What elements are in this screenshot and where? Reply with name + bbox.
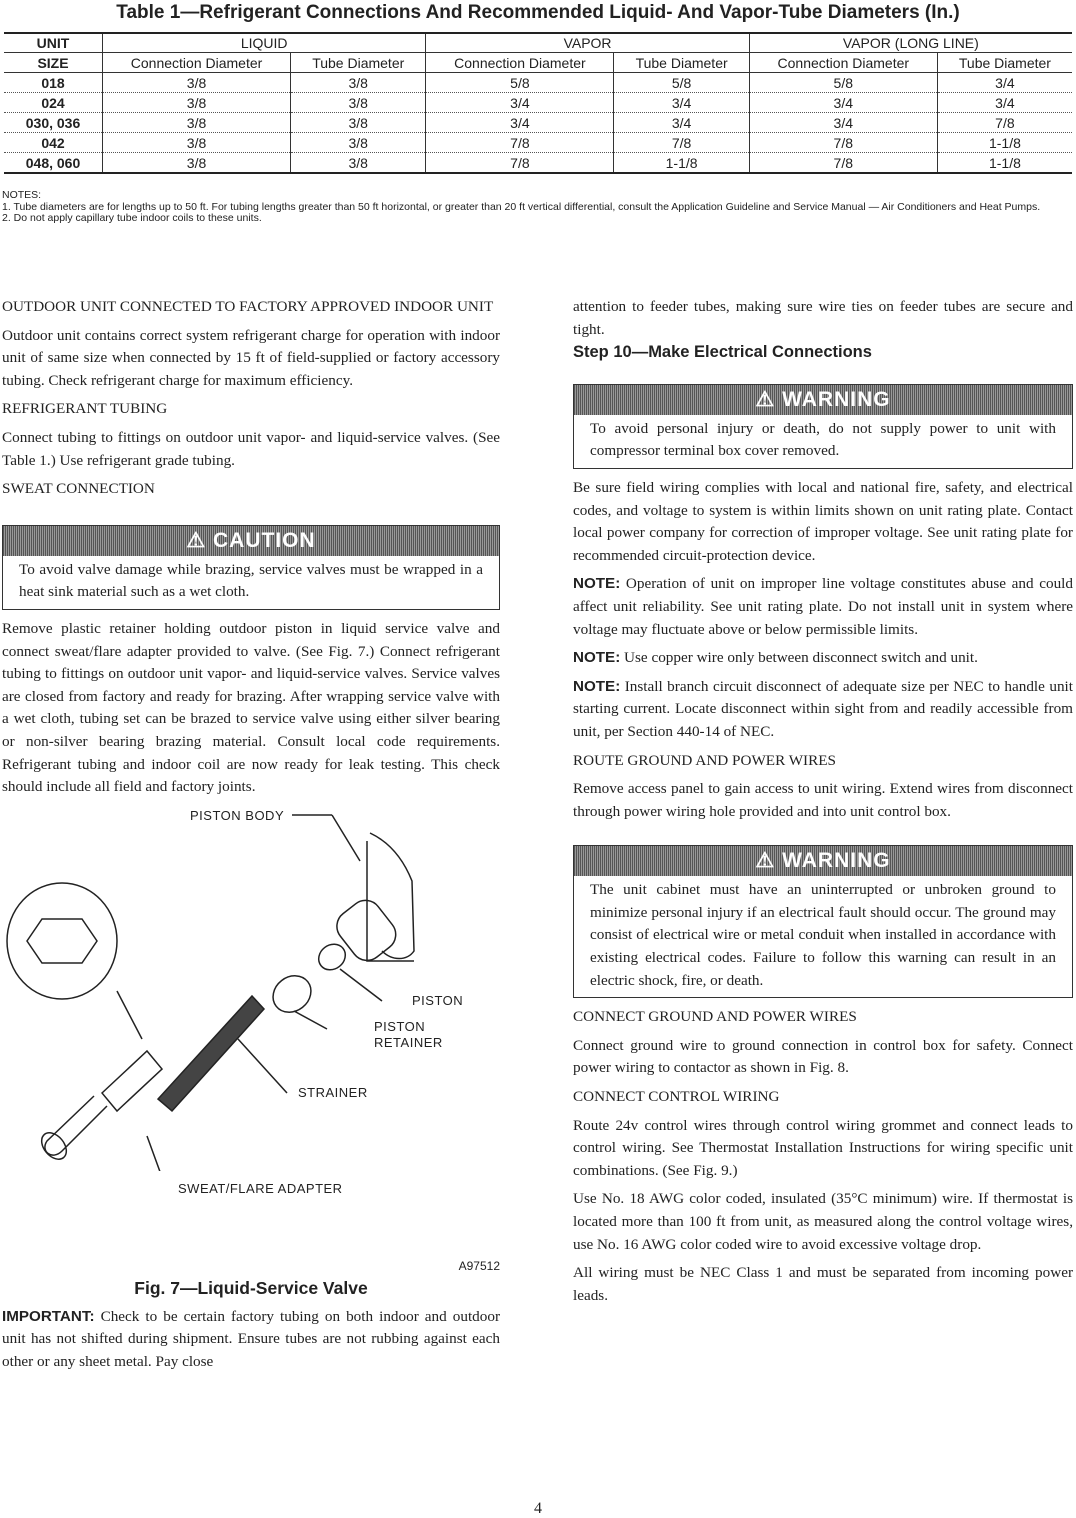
section-heading: SWEAT CONNECTION [2,480,155,498]
size-header: SIZE [4,53,103,73]
important-paragraph [2,1306,500,1374]
note-label: NOTE: [573,677,621,695]
paragraph: Remove access panel to gain access to unit wiring. Extend wires from disconnect through power wiring hole provided and into unit control box. [573,780,1073,820]
paragraph: Be sure field wiring complies with local and national fire, safety, and electrical codes, and voltage to system is within limits shown on unit rating plate. Contact local power company for correction of improper voltage. See unit rating plate for recommended circuit-protection device. [573,478,1073,564]
label-strainer: STRAINER [298,1084,368,1100]
piston [314,939,351,975]
note-paragraph [573,573,1073,641]
table-cell: 3/8 [103,73,291,93]
table-note: 2. Do not apply capillary tube indoor coils to these units. [2,212,262,224]
table-cell: 3/8 [291,133,426,153]
note-label: NOTE: [573,575,621,593]
table-cell: 5/8 [614,73,749,93]
section-heading: CONNECT GROUND AND POWER WIRES [573,1008,857,1026]
adapter-nut [102,1051,162,1111]
table-cell: 1-1/8 [614,153,749,174]
table-cell: 018 [4,73,103,93]
note-text: Operation of unit on improper line voltage constitutes abuse and could affect unit reliability. See unit rating plate. Do not install unit in system where voltage may fluctuate above or below permissible limits. [573,575,1073,638]
table-subheader-row [4,53,1072,73]
figure-caption: Fig. 7—Liquid-Service Valve [134,1278,368,1299]
section-heading: REFRIGERANT TUBING [2,400,168,418]
adapter-end [37,1128,72,1164]
important-label: IMPORTANT: [2,1307,95,1325]
detail-circle [7,883,117,999]
subheader: Tube Diameter [614,53,749,73]
label-piston: PISTON [412,992,464,1008]
paragraph: All wiring must be NEC Class 1 and must be separated from incoming power leads. [573,1264,1073,1304]
figure-liquid-service-valve [2,807,500,1196]
table-cell: 3/4 [426,113,614,133]
label-piston-body: PISTON BODY [190,807,285,823]
notes-title: NOTES: [2,189,42,201]
strainer [158,996,264,1111]
table-cell: 5/8 [749,73,937,93]
table-cell: 042 [4,133,103,153]
valve-illustration [2,811,500,1171]
table-cell: 7/8 [937,113,1072,133]
table-note: 1. Tube diameters are for lengths up to 50 ft. For tubing lengths greater than 50 ft horizontal, or greater than 20 ft vertical differential, consult the Application Guideline and Service Manual — Air Conditioners and Heat Pumps. [2,200,1041,213]
table-cell: 7/8 [749,153,937,174]
note-paragraph [573,647,1073,670]
table-title: Table 1—Refrigerant Connections And Recommended Liquid- And Vapor-Tube Diameters (In.) [116,2,960,23]
table-cell: 3/8 [103,93,291,113]
subheader: Connection Diameter [749,53,937,73]
subheader: Tube Diameter [291,53,426,73]
table-cell: 030, 036 [4,113,103,133]
paragraph: Route 24v control wires through control wiring grommet and connect leads to control wiring. See Thermostat Installation Instructions for wiring specific unit combinations. (See Fig. 9.) [573,1116,1073,1179]
paragraph: attention to feeder tubes, making sure wire ties on feeder tubes are secure and tight. [573,298,1073,338]
table-cell: 3/4 [749,93,937,113]
note-text: Use copper wire only between disconnect switch and unit. [624,649,978,667]
note-label: NOTE: [573,649,621,667]
page-number: 4 [534,1500,542,1517]
detail-line [117,991,142,1039]
adapter-tube [45,1096,107,1155]
table-cell: 7/8 [426,133,614,153]
section-heading: OUTDOOR UNIT CONNECTED TO FACTORY APPROVED INDOOR UNIT [2,298,494,315]
note-text: Install branch circuit disconnect of adequate size per NEC to handle unit starting current. Locate disconnect within sight from and readily accessible from unit, per Section 440-14 of NEC. [573,677,1073,740]
table-cell: 3/8 [291,113,426,133]
table-notes [2,190,1074,225]
table-row [4,153,1072,174]
table-group-header-row [4,33,1072,53]
section-heading: CONNECT CONTROL WIRING [573,1088,780,1106]
valve-body-outline [370,833,414,959]
table-cell: 5/8 [426,73,614,93]
table-cell: 7/8 [426,153,614,174]
caution-label: ⚠ CAUTION [3,526,499,556]
valve-body-edge [367,841,414,961]
subheader: Connection Diameter [103,53,291,73]
table-cell: 048, 060 [4,153,103,174]
table-cell: 1-1/8 [937,153,1072,174]
group-vapor: VAPOR [426,33,749,53]
important-text: Check to be certain factory tubing on both indoor and outdoor unit has not shifted during shipment. Ensure tubes are not rubbing against each other or any sheet metal. Pay close [2,1307,501,1371]
table-row [4,93,1072,113]
note-paragraph [573,676,1073,744]
table-cell: 024 [4,93,103,113]
table-cell: 7/8 [749,133,937,153]
paragraph: Use No. 18 AWG color coded, insulated (35°C minimum) wire. If thermostat is located more than 100 ft from unit, as measured along the control voltage wires, use No. 16 AWG color coded wire to avoid excessive voltage drop. [573,1190,1073,1253]
warning-box-1 [573,384,1073,469]
table-cell: 3/8 [103,133,291,153]
table-cell: 1-1/8 [937,133,1072,153]
warning-text: To avoid personal injury or death, do not supply power to unit with compressor terminal box cover removed. [590,419,1056,460]
table-cell: 3/4 [426,93,614,113]
figure-code: A97512 [458,1258,500,1273]
leader-strainer [238,1039,287,1093]
table-cell: 3/8 [103,153,291,174]
left-column [2,296,500,1374]
subheader: Tube Diameter [937,53,1072,73]
label-piston-retainer-1: PISTON [374,1018,426,1034]
warning-label: ⚠ WARNING [574,846,1072,876]
paragraph: Connect tubing to fittings on outdoor unit vapor- and liquid-service valves. (See Table 1.) Use refrigerant grade tubing. [2,428,500,469]
detail-nut [27,919,97,963]
table-cell: 3/4 [937,93,1072,113]
piston-retainer [266,968,318,1019]
table-row [4,133,1072,153]
table-cell: 3/4 [614,113,749,133]
refrigerant-table [4,32,1072,174]
label-piston-retainer-2: RETAINER [374,1034,443,1050]
group-liquid: LIQUID [103,33,426,53]
caution-text: To avoid valve damage while brazing, service valves must be wrapped in a heat sink material such as a wet cloth. [19,560,483,601]
table-row [4,113,1072,133]
paragraph: Remove plastic retainer holding outdoor piston in liquid service valve and connect sweat/flare adapter provided to valve. (See Fig. 7.) Connect refrigerant tubing to fittings on outdoor unit vapor- and liquid-service valves. Service valves are closed from factory and ready for brazing. After wrapping service valve with a wet cloth, tubing set can be brazed to service valve using either silver bearing or non-silver bearing brazing material. Consult local code requirements. Refrigerant tubing and indoor coil are now ready for leak testing. This check should include all field and factory joints. [2,619,500,796]
warning-label: ⚠ WARNING [574,385,1072,415]
label-adapter: SWEAT/FLARE ADAPTER [178,1180,343,1196]
table-row [4,73,1072,93]
table-cell: 3/4 [614,93,749,113]
table-cell: 3/8 [291,73,426,93]
unit-header: UNIT [4,33,103,53]
leader-piston [340,969,382,1001]
subheader: Connection Diameter [426,53,614,73]
paragraph: Outdoor unit contains correct system refrigerant charge for operation with indoor unit of same size when connected by 15 ft of field-supplied or factory accessory tubing. Check refrigerant charge for maximum efficiency. [2,326,500,389]
warning-text: The unit cabinet must have an uninterrupted or unbroken ground to minimize personal injury if an electrical fault should occur. The ground may consist of electrical wire or metal conduit when installed in accordance with existing electrical codes. Failure to follow this warning can result in an electric shock, fire, or death. [590,881,1056,989]
right-column [573,296,1073,1307]
step-heading: Step 10—Make Electrical Connections [573,343,872,362]
section-heading: ROUTE GROUND AND POWER WIRES [573,751,836,769]
table-cell: 3/4 [937,73,1072,93]
warning-box-2 [573,845,1073,998]
table-cell: 3/8 [291,153,426,174]
group-vapor-long-line: VAPOR (LONG LINE) [749,33,1072,53]
paragraph: Connect ground wire to ground connection in control box for safety. Connect power wiring to contactor as shown in Fig. 8. [573,1036,1073,1077]
caution-box [2,525,500,610]
leader-retainer [294,1011,327,1029]
table-cell: 3/8 [291,93,426,113]
table-cell: 3/8 [103,113,291,133]
table-cell: 7/8 [614,133,749,153]
leader-piston-body [332,815,360,861]
leader-adapter [147,1136,167,1171]
table-cell: 3/4 [749,113,937,133]
